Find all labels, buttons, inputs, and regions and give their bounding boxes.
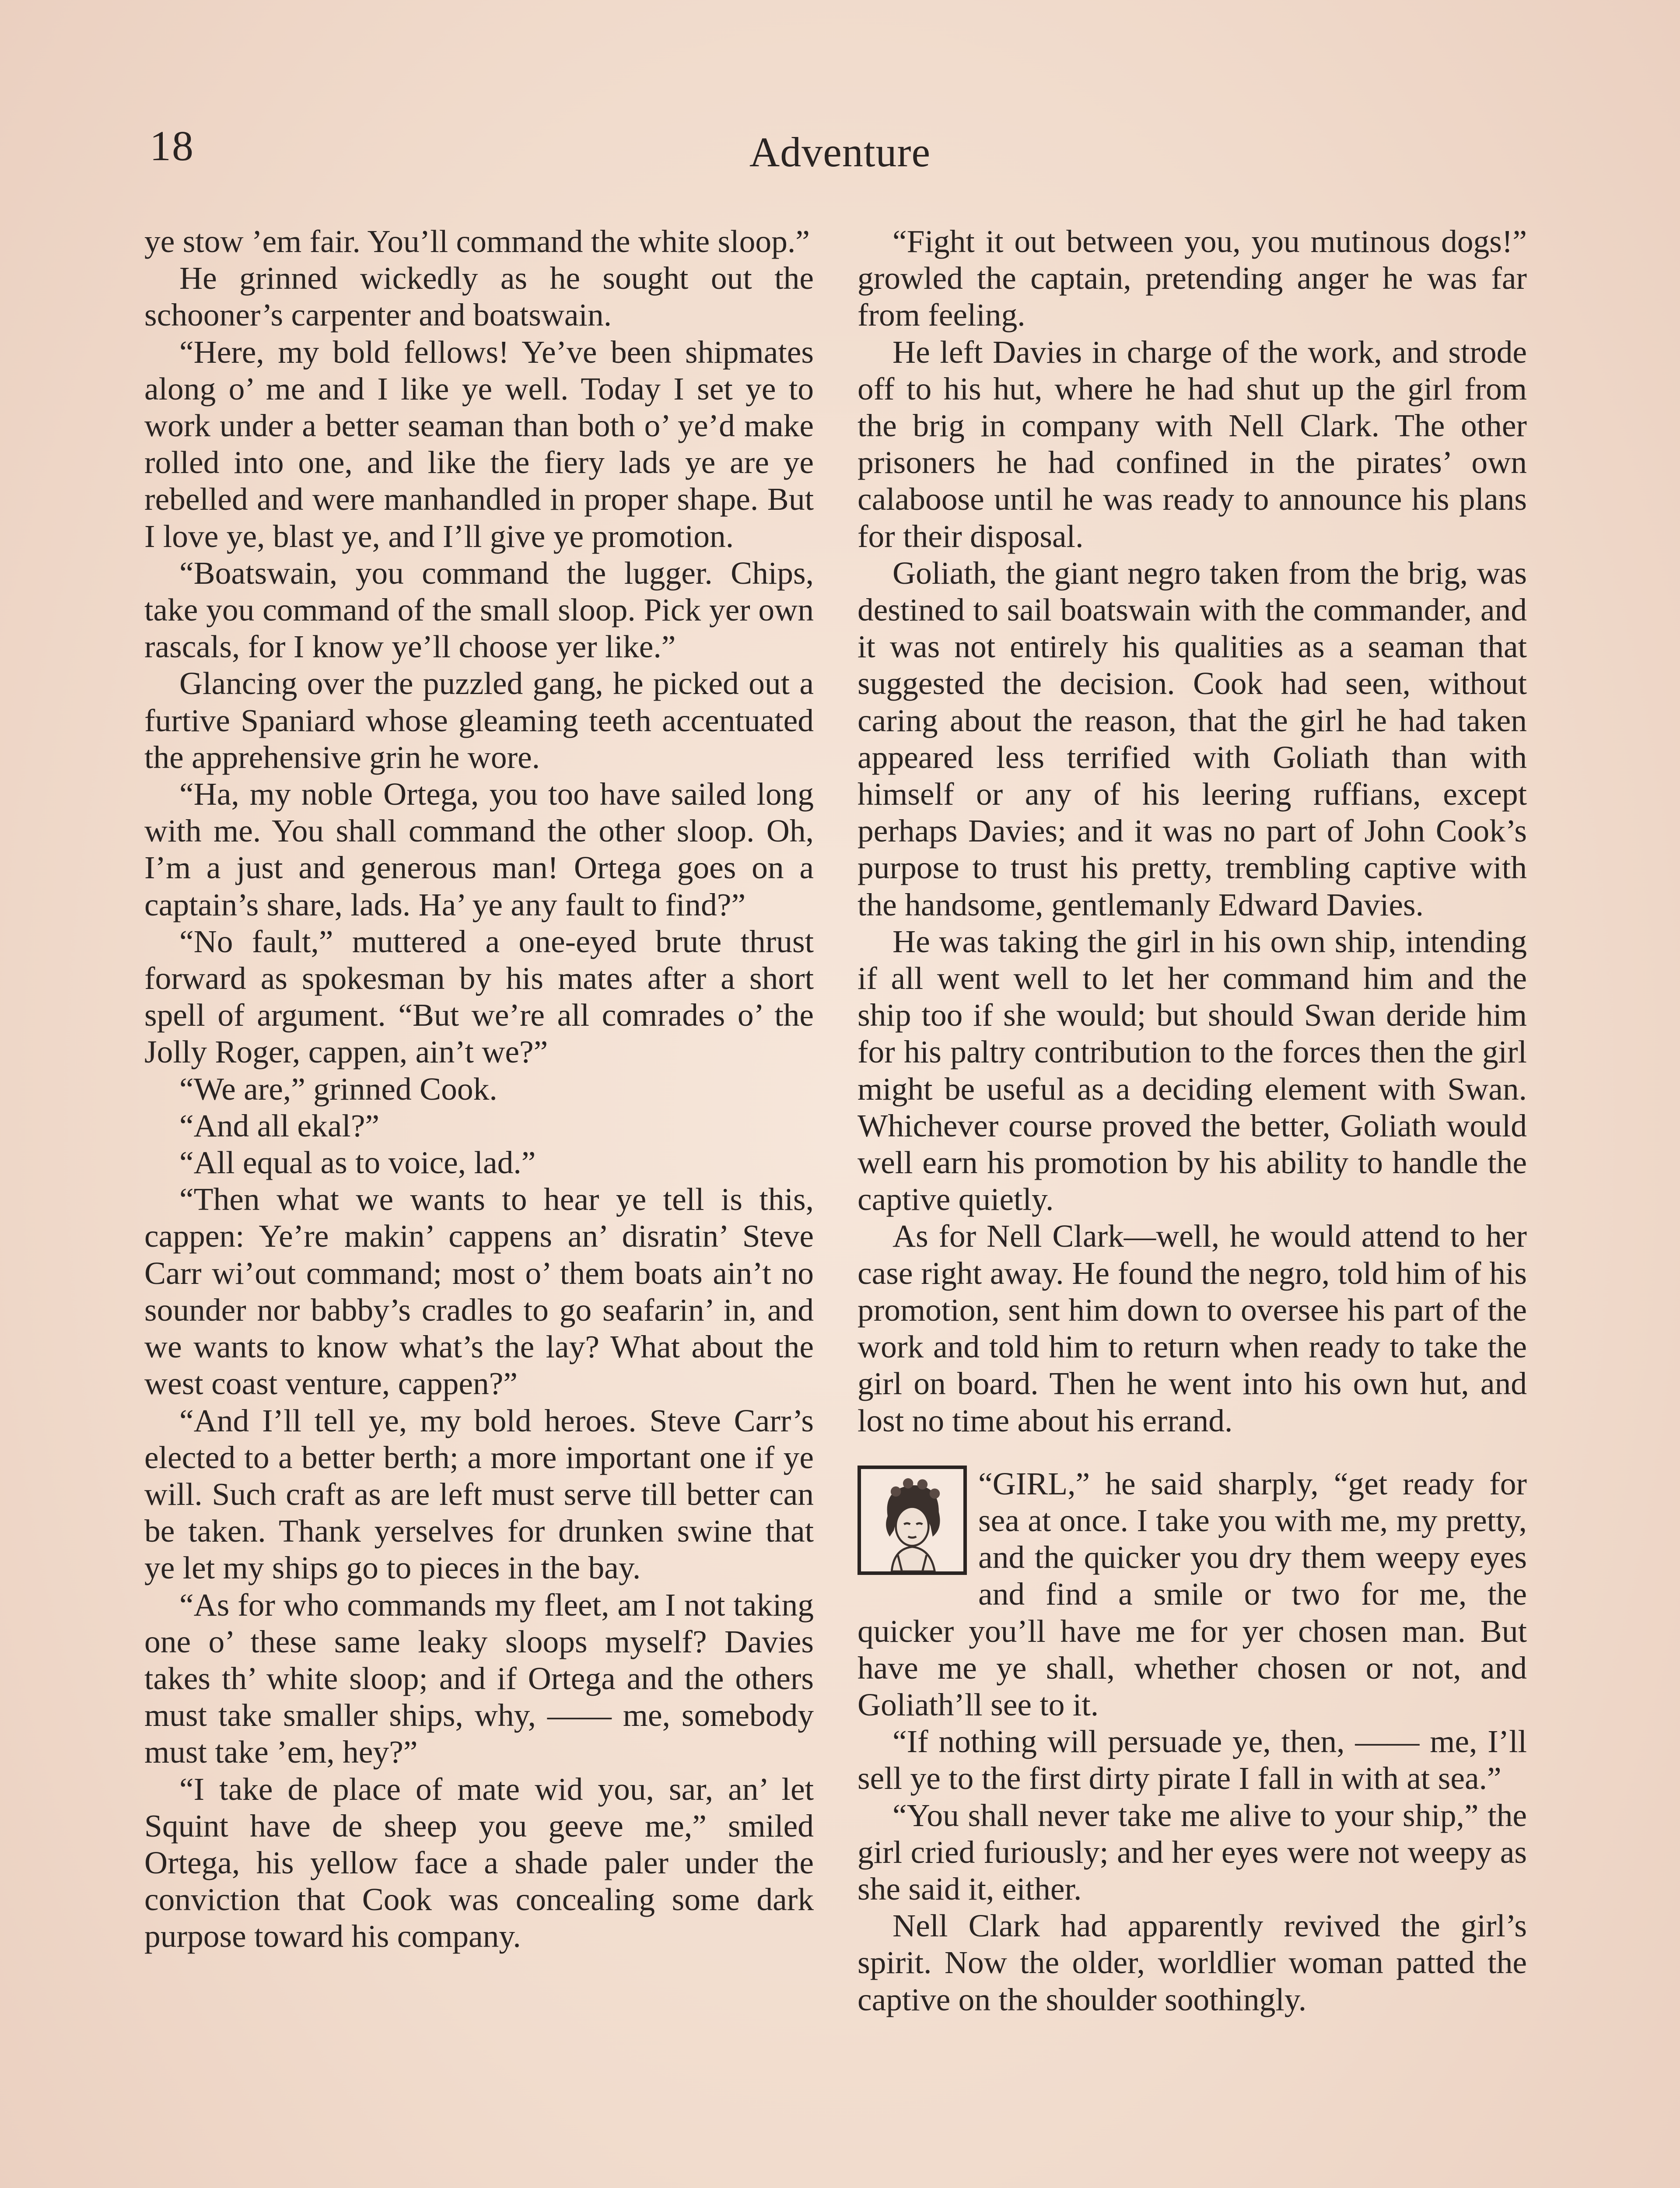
paragraph: “We are,” grinned Cook. — [179, 1071, 497, 1107]
paragraph: “Here, my bold fellows! Ye’ve been shipmates along o’ me and I like ye well. Today I set ye to work under a better seaman than both o’ ye’d make rolled into one, and like the fiery lads ye are ye rebelled and were manhandled in proper shape. But I love ye, blast ye, and I’ll give ye promotion. — [144, 334, 814, 554]
paragraph: “Fight it out between you, you mutinous dogs!” growled the captain, pretending anger he was far from feeling. — [858, 224, 1527, 333]
right-column — [858, 223, 1527, 2018]
paragraph: He left Davies in charge of the work, and strode off to his hut, where he had shut up the girl from the brig in company with Nell Clark. The other prisoners he had confined in the pirates’ own calaboose until he was ready to announce his plans for their disposal. — [858, 334, 1527, 554]
paragraph: “You shall never take me alive to your ship,” the girl cried furiously; and her eyes were not weepy as she said it, either. — [858, 1797, 1527, 1907]
section-break — [858, 1439, 1527, 1466]
paragraph: He was taking the girl in his own ship, intending if all went well to let her command him and the ship too if she would; but should Swan deride him for his paltry contribution to the forces then the girl might be useful as a deciding element with Swan. Whichever course proved the better, Goliath would well earn his promotion by his ability to handle the captive quietly. — [858, 923, 1527, 1217]
portrait-vignette-icon — [858, 1466, 967, 1575]
left-column — [144, 223, 814, 1955]
page-number: 18 — [150, 123, 194, 170]
paragraph: Goliath, the giant negro taken from the brig, was destined to sail boatswain with the commander, and it was not entirely his qualities as a seaman that suggested the decision. Cook had seen, without caring about the reason, that the girl he had taken appeared less terrified with Goliath than with himself or any of his leering ruffians, except perhaps Davies; and it was no part of John Cook’s purpose to trust his pretty, trembling captive with the handsome, gentlemanly Edward Davies. — [858, 555, 1527, 922]
portrait-vignette-svg — [861, 1469, 963, 1571]
paragraph: “As for who commands my fleet, am I not taking one o’ these same leaky sloops myself? Davies takes th’ white sloop; and if Ortega and the others must take smaller ships, why, —— me, somebody must take ’em, hey?” — [144, 1587, 814, 1770]
paragraph: ye stow ’em fair. You’ll command the white sloop.” — [144, 224, 810, 259]
paragraph: “And all ekal?” — [179, 1108, 380, 1143]
paragraph: “I take de place of mate wid you, sar, an’ let Squint have de sheep you geeve me,” smiled Ortega, his yellow face a shade paler under the conviction that Cook was concealing some dark purpose toward his company. — [144, 1771, 814, 1954]
paragraph: Glancing over the puzzled gang, he picked out a furtive Spaniard whose gleaming teeth accentuated the apprehensive grin he wore. — [144, 666, 814, 775]
running-title: Adventure — [749, 129, 931, 175]
paragraph: “If nothing will persuade ye, then, —— me, I’ll sell ye to the first dirty pirate I fall in with at sea.” — [858, 1724, 1527, 1796]
paragraph: “Then what we wants to hear ye tell is this, cappen: Ye’re makin’ cappens an’ disratin’ Steve Carr wi’out command; most o’ them boats ain’t no sounder nor babby’s cradles to go seafarin’ in, and we wants to know what’s the lay? What about the west coast venture, cappen?” — [144, 1182, 814, 1402]
paragraph: “Ha, my noble Ortega, you too have sailed long with me. You shall command the other sloop. Oh, I’m a just and generous man! Ortega goes on a captain’s share, lads. Ha’ ye any fault to find?” — [144, 776, 814, 922]
paragraph: He grinned wickedly as he sought out the schooner’s carpenter and boatswain. — [144, 260, 814, 333]
paragraph: Nell Clark had apparently revived the girl’s spirit. Now the older, worldlier woman patted the captive on the shoulder soothingly. — [858, 1908, 1527, 2017]
paragraph: “GIRL,” he said sharply, “get ready for sea at once. I take you with me, my pretty, and the quicker you dry them weepy eyes and find a smile or two for me, the quicker you’ll have me for yer chosen man. But have me ye shall, whether chosen or not, and Goliath’ll see to it. — [858, 1466, 1527, 1722]
paragraph: As for Nell Clark—well, he would attend to her case right away. He found the negro, told him of his promotion, sent him down to oversee his part of the work and told him to return when ready to take the girl on board. Then he went into his own hut, and lost no time about his errand. — [858, 1218, 1527, 1438]
paragraph: “No fault,” muttered a one-eyed brute thrust forward as spokesman by his mates after a short spell of argument. “But we’re all comrades o’ the Jolly Roger, cappen, ain’t we?” — [144, 923, 814, 1070]
paragraph: “And I’ll tell ye, my bold heroes. Steve Carr’s elected to a better berth; a more important one if ye will. Such craft as are left must serve till better can be taken. Thank yerselves for drunken swine that ye let my ships go to pieces in the bay. — [144, 1403, 814, 1586]
paragraph: “Boatswain, you command the lugger. Chips, take you command of the small sloop. Pick yer own rascals, for I know ye’ll choose yer like.” — [144, 555, 814, 665]
paragraph: “All equal as to voice, lad.” — [179, 1145, 536, 1181]
